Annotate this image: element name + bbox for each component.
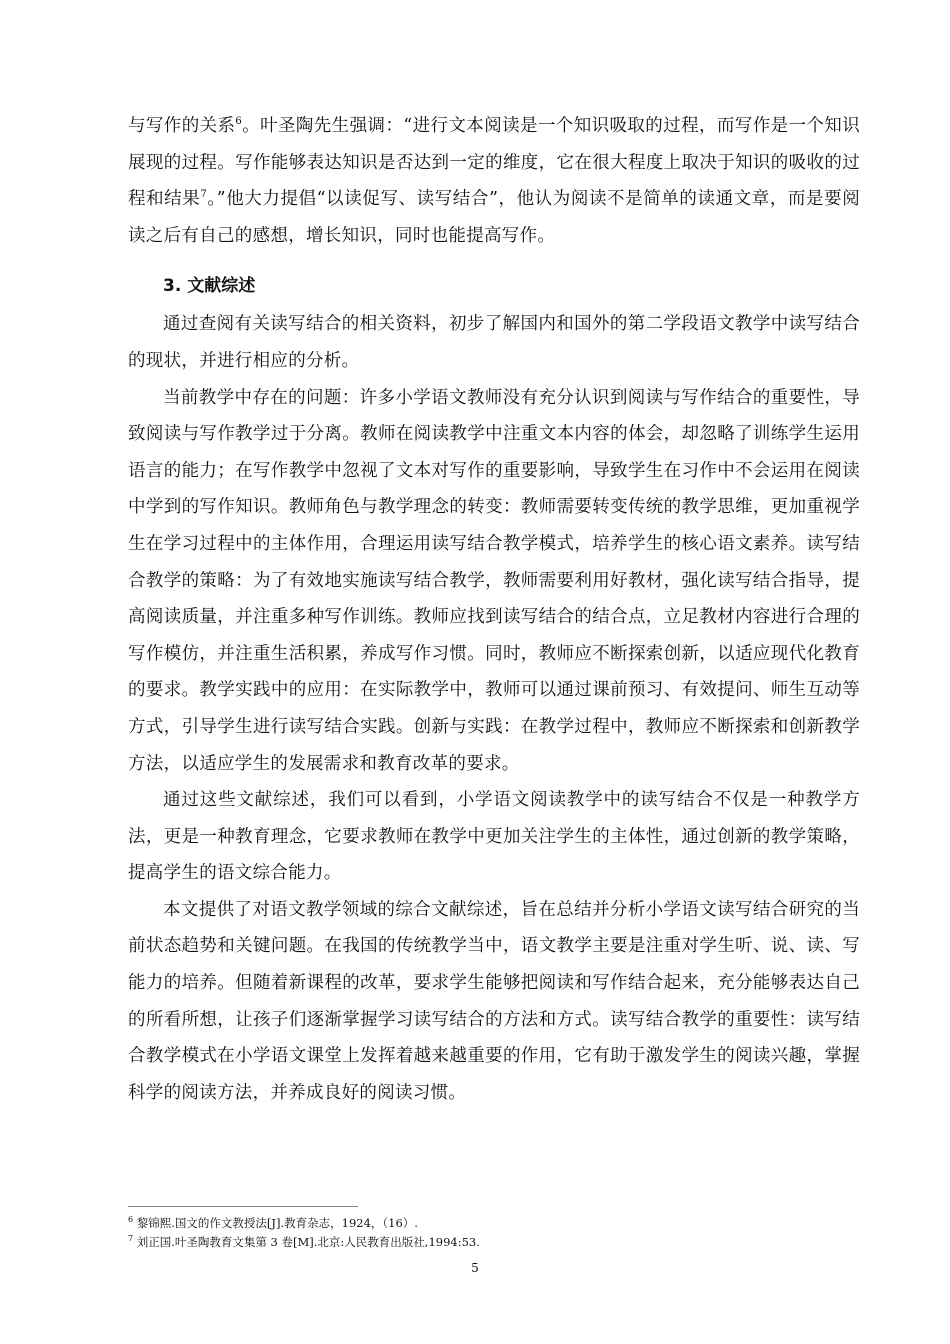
text-run: 。叶圣陶先生强调：“进行文本阅读是一个知识吸取的过程，而写作是一个知识展现的过程。写作能够表达知识是否达到一定的维度，它在很大程度上取决于知识的吸收的过程和结果 [128, 116, 860, 210]
paragraph-continuation [128, 108, 860, 254]
footnote-item [128, 1214, 860, 1233]
paragraph: 当前教学中存在的问题：许多小学语文教师没有充分认识到阅读与写作结合的重要性，导致阅读与写作教学过于分离。教师在阅读教学中注重文本内容的体会，却忽略了训练学生运用语言的能力；在写作教学中忽视了文本对写作的重要影响，导致学生在习作中不会运用在阅读中学到的写作知识。教师角色与教学理念的转变：教师需要转变传统的教学思维，更加重视学生在学习过程中的主体作用，合理运用读写结合教学模式，培养学生的核心语文素养。读写结合教学的策略：为了有效地实施读写结合教学，教师需要利用好教材，强化读写结合指导，提高阅读质量，并注重多种写作训练。教师应找到读写结合的结合点，立足教材内容进行合理的写作模仿，并注重生活积累，养成写作习惯。同时，教师应不断探索创新，以适应现代化教育的要求。教学实践中的应用：在实际教学中，教师可以通过课前预习、有效提问、师生互动等方式，引导学生进行读写结合实践。创新与实践：在教学过程中，教师应不断探索和创新教学方法，以适应学生的发展需求和教育改革的要求。 [128, 387, 860, 774]
body-text [128, 108, 860, 1111]
footnote-text: 黎锦熙.国文的作文教授法[J].教育杂志，1924，（16）. [133, 1216, 418, 1230]
text-run: 。”他大力提倡“以读促写、读写结合”，他认为阅读不是简单的读通文章，而是要阅读之后有自己的感想，增长知识，同时也能提高写作。 [128, 189, 860, 246]
footnote-ref-6: 6 [235, 116, 243, 128]
page-number: 5 [471, 1261, 479, 1275]
section-heading: 3. 文献综述 [163, 276, 256, 297]
paragraph: 通过这些文献综述，我们可以看到，小学语文阅读教学中的读写结合不仅是一种教学方法，更是一种教育理念，它要求教师在教学中更加关注学生的主体性，通过创新的教学策略，提高学生的语文综合能力。 [128, 790, 860, 884]
paragraph: 通过查阅有关读写结合的相关资料，初步了解国内和国外的第二学段语文教学中读写结合的现状，并进行相应的分析。 [128, 314, 860, 371]
footnotes [128, 1214, 860, 1252]
footnote-separator [128, 1206, 358, 1207]
text-run: 与写作的关系 [128, 116, 236, 136]
footnote-mark: 7 [128, 1234, 134, 1244]
footnote-text: 刘正国.叶圣陶教育文集第 3 卷[M].北京:人民教育出版社,1994:53. [133, 1235, 480, 1249]
footnote-ref-7: 7 [200, 189, 208, 201]
footnote-mark: 6 [128, 1215, 134, 1225]
footnote-item [128, 1233, 860, 1252]
paragraph: 本文提供了对语文教学领域的综合文献综述，旨在总结并分析小学语文读写结合研究的当前状态趋势和关键问题。在我国的传统教学当中，语文教学主要是注重对学生听、说、读、写能力的培养。但随着新课程的改革，要求学生能够把阅读和写作结合起来，充分能够表达自己的所看所想，让孩子们逐渐掌握学习读写结合的方法和方式。读写结合教学的重要性：读写结合教学模式在小学语文课堂上发挥着越来越重要的作用，它有助于激发学生的阅读兴趣，掌握科学的阅读方法，并养成良好的阅读习惯。 [128, 899, 860, 1103]
